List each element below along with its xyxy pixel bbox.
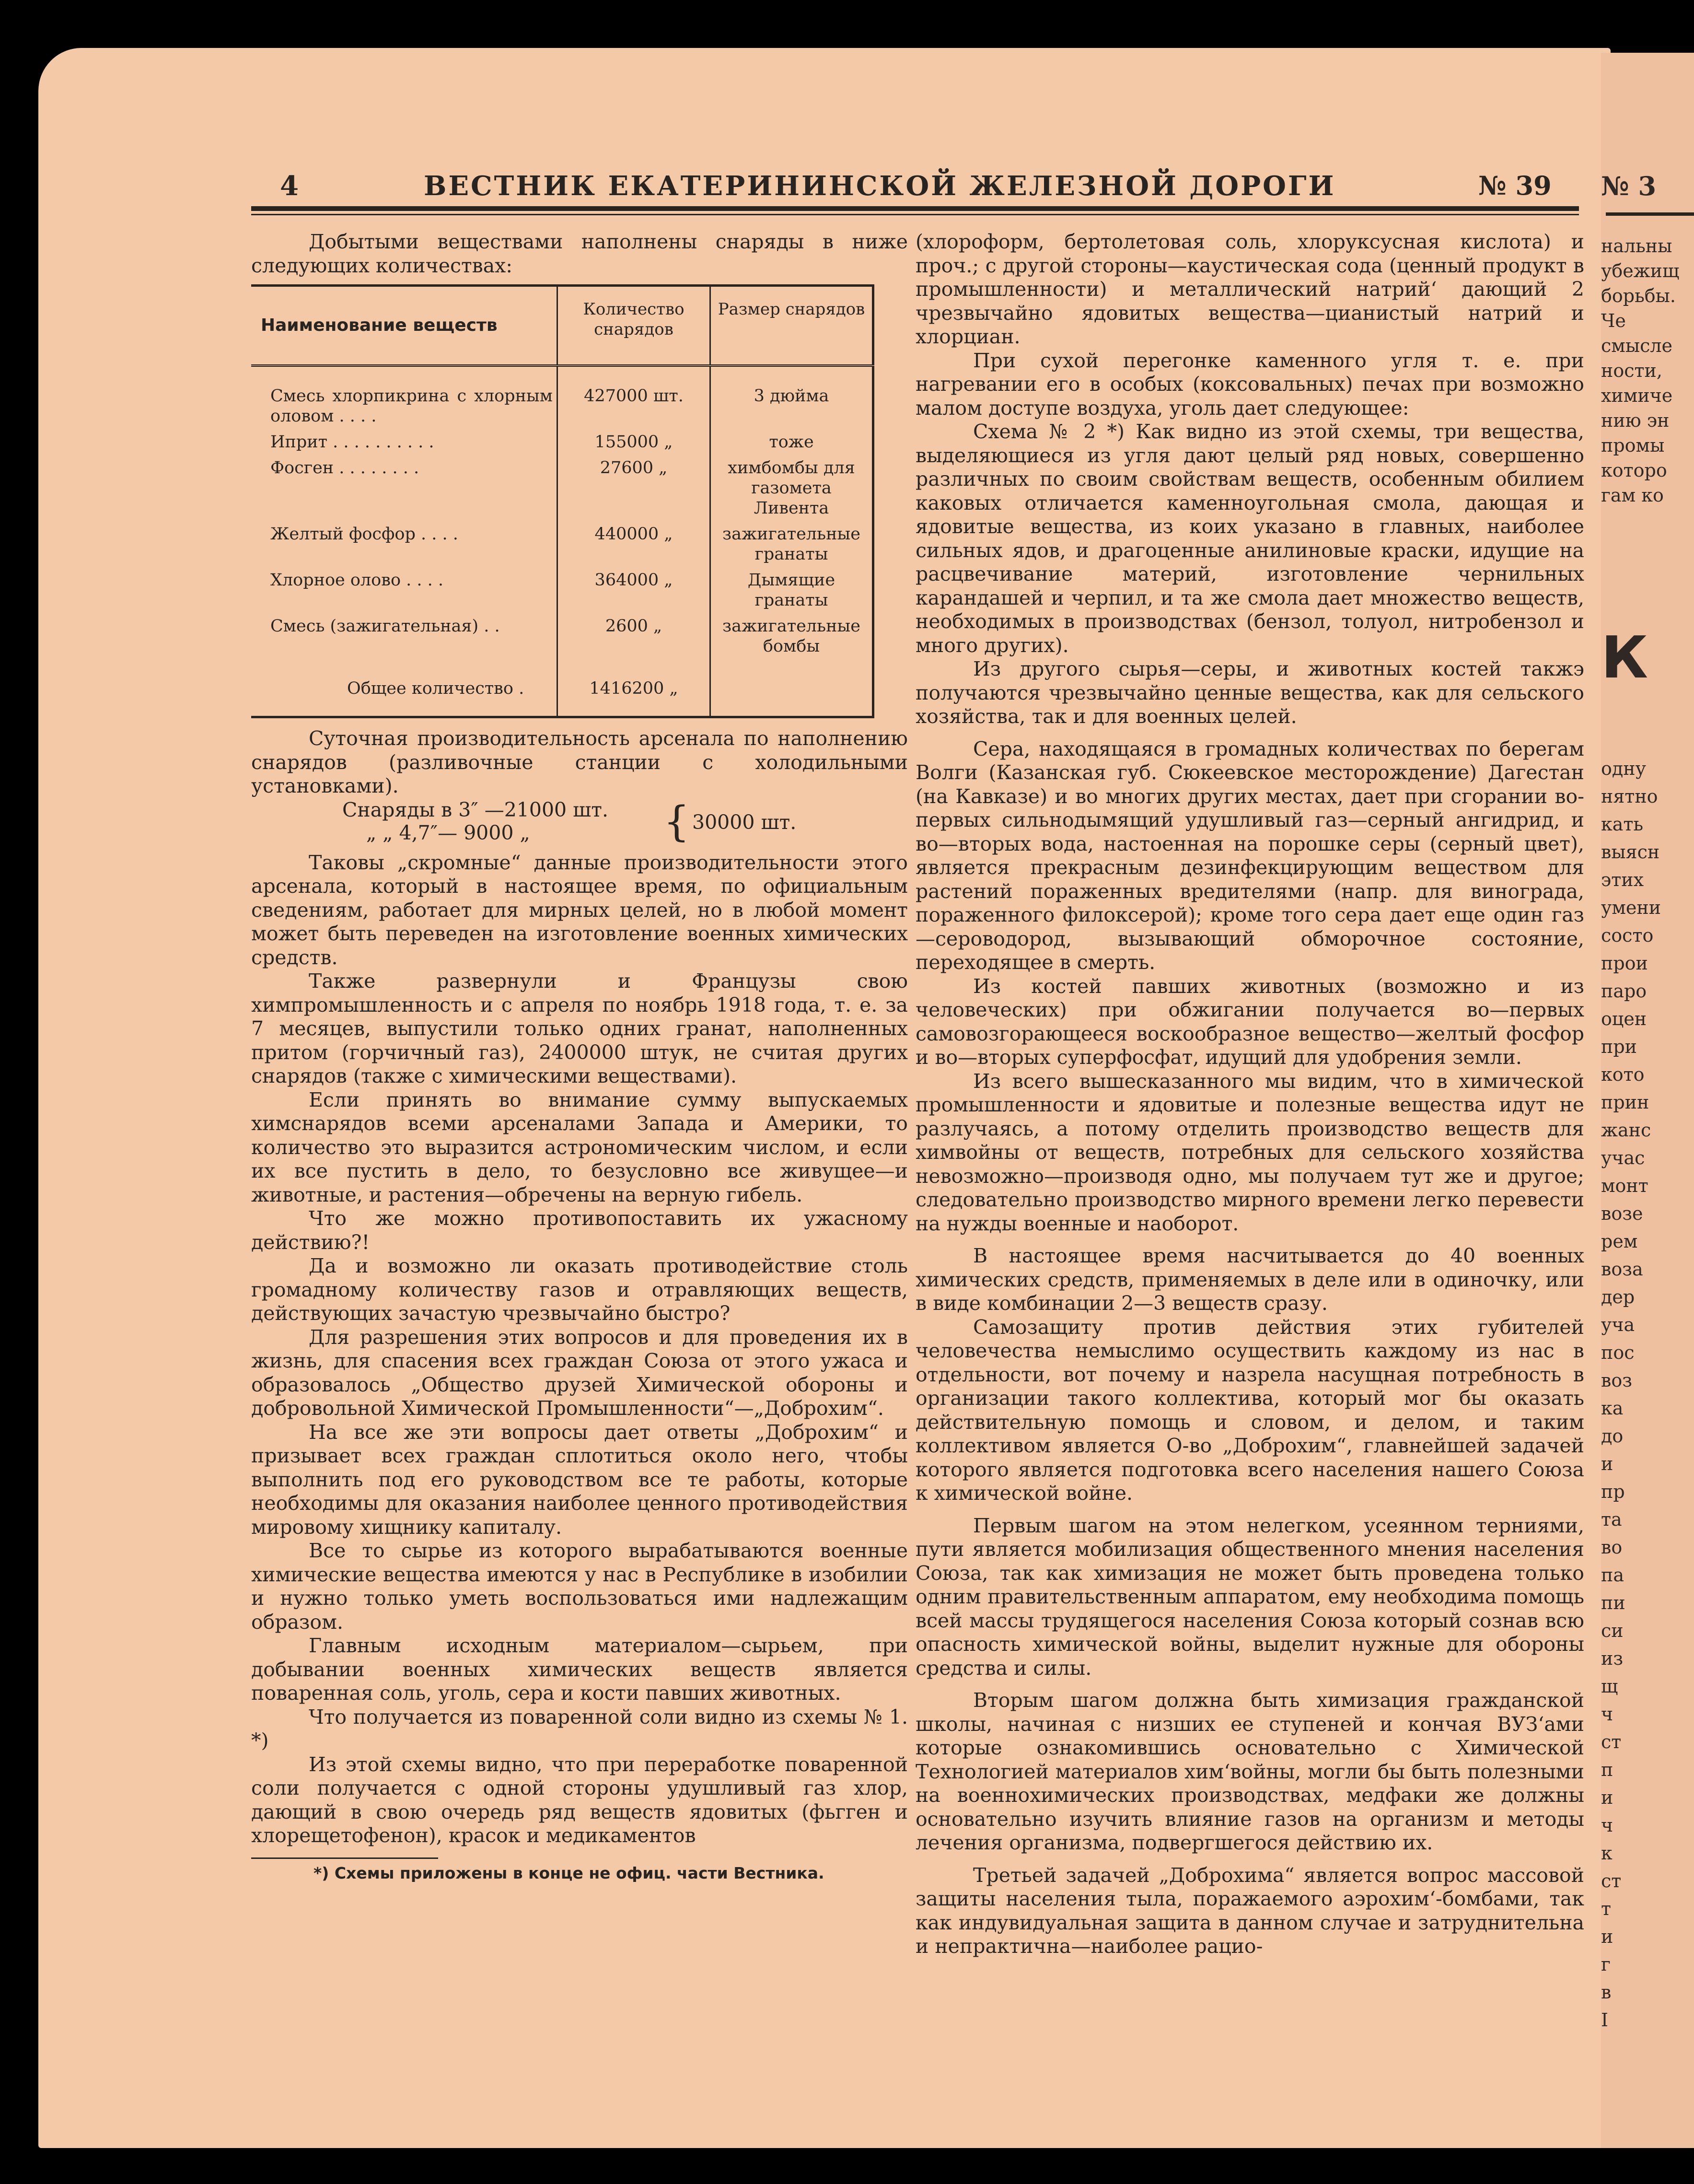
- adjacent-text-fragment: оцен: [1601, 1008, 1647, 1029]
- adjacent-text-fragment: си: [1601, 1620, 1624, 1641]
- adjacent-text-fragment: ч: [1601, 1815, 1613, 1836]
- adjacent-text-fragment: дер: [1601, 1286, 1635, 1308]
- page-number: 4: [280, 170, 299, 202]
- header-rule: [251, 206, 1579, 211]
- paragraph: Что получается из поваренной соли видно из схемы № 1. *): [251, 1705, 908, 1752]
- total-unit: „: [669, 679, 678, 698]
- adjacent-text-fragment: прин: [1601, 1092, 1649, 1113]
- total-label: Общее количество .: [347, 679, 524, 698]
- adjacent-text-fragment: в: [1601, 1982, 1612, 2003]
- adjacent-text-fragment: до: [1601, 1425, 1624, 1447]
- adjacent-text-fragment: пр: [1601, 1481, 1625, 1502]
- adjacent-text-fragment: ности,: [1601, 360, 1662, 381]
- paragraph: Самозащиту против действия этих губителей человечества немыслимо осуществить каждому из нас в отдельности, вот почему и назрела насущная потребность в организации такого коллектива, который мог бы оказать действительную помощь и словом, и делом, и таким коллективом является О-во „Доброхим“, главнейшей задачей которого является подготовка всего населения нашего Союза к химической войне.: [916, 1315, 1584, 1505]
- adjacent-text-fragment: нальны: [1601, 235, 1672, 257]
- adjacent-text-fragment: воза: [1601, 1259, 1643, 1280]
- adjacent-text-fragment: рем: [1601, 1231, 1638, 1252]
- adjacent-text-fragment: щ: [1601, 1676, 1618, 1697]
- header-rule-thin: [251, 214, 1579, 215]
- row-count-cell: [557, 567, 710, 613]
- row-substance: Желтый фосфор . . . .: [270, 525, 458, 544]
- formula-total: 30000 шт.: [692, 810, 797, 834]
- adjacent-text-fragment: химиче: [1601, 385, 1673, 406]
- row-unit: „: [653, 617, 662, 636]
- adjacent-text-fragment: борьбы.: [1601, 285, 1676, 306]
- table-header-name: Наименование веществ: [251, 286, 557, 366]
- adjacent-text-fragment: пос: [1601, 1342, 1635, 1363]
- row-size: зажигательные гранаты: [710, 521, 873, 567]
- adjacent-text-fragment: гам ко: [1601, 485, 1664, 506]
- row-substance: Смесь (зажигательная) . .: [270, 617, 500, 636]
- row-count: 27600: [600, 458, 654, 478]
- adjacent-page-header: № 3: [1601, 171, 1657, 201]
- masthead-title: ВЕСТНИК ЕКАТЕРИНИНСКОЙ ЖЕЛЕЗНОЙ ДОРОГИ: [424, 170, 1336, 202]
- adjacent-big-letter: К: [1601, 625, 1648, 691]
- adjacent-text-fragment: умени: [1601, 897, 1661, 918]
- row-substance: Хлорное олово . . . .: [270, 571, 444, 590]
- adjacent-text-fragment: г: [1601, 1954, 1611, 1975]
- table-header-size: Размер снарядов: [710, 286, 873, 366]
- formula-brace: {: [663, 797, 690, 846]
- adjacent-text-fragment: при: [1601, 1036, 1637, 1057]
- adjacent-text-fragment: возе: [1601, 1203, 1643, 1224]
- adjacent-text-fragment: ч: [1601, 1704, 1613, 1725]
- row-size: Дымящие гранаты: [710, 567, 873, 613]
- table-total-row: [251, 659, 873, 717]
- adjacent-text-fragment: промы: [1601, 435, 1665, 456]
- adjacent-text-fragment: прои: [1601, 953, 1648, 974]
- adjacent-text-fragment: уча: [1601, 1314, 1635, 1335]
- adjacent-text-fragment: к: [1601, 1843, 1613, 1864]
- adjacent-text-fragment: этих: [1601, 869, 1644, 890]
- table-body: [251, 366, 873, 660]
- adjacent-text-fragment: паро: [1601, 981, 1647, 1002]
- paragraph: Третьей задачей „Доброхима“ является вопрос массовой защиты населения тыла, поражаемого аэрохим‘-бомбами, так как индувидуальная защита в данном случае и затруднительна и непрактична—наиболее рацио-: [916, 1863, 1584, 1958]
- paragraph: Из костей павших животных (возможно и из человеческих) при обжигании получается во—первых самовозгорающееся воскообразное вещество—желтый фосфор и во—вторых суперфосфат, идущий для удобрения земли.: [916, 974, 1584, 1069]
- row-unit: „: [664, 432, 673, 452]
- row-count-cell: [557, 366, 710, 430]
- adjacent-text-fragment: воз: [1601, 1370, 1632, 1391]
- row-count-cell: [557, 521, 710, 567]
- adjacent-text-fragment: та: [1601, 1509, 1622, 1530]
- shells-table: [251, 284, 874, 718]
- paragraph: Если принять во внимание сумму выпускаемых химснарядов всеми арсеналами Запада и Америки, то количество это выразится астрономическим числом, и если их все пустить в дело, то безусловно все живущее—и животные, и растения—обречены на верную гибель.: [251, 1088, 908, 1206]
- table-row: [251, 366, 873, 430]
- intro-paragraph: Добытыми веществами наполнены снаряды в ниже следующих количествах:: [251, 230, 908, 277]
- adjacent-text-fragment: смысле: [1601, 335, 1672, 356]
- adjacent-text-fragment: из: [1601, 1648, 1624, 1669]
- table-row: [251, 567, 873, 613]
- row-count: 155000: [594, 432, 659, 452]
- paragraph: Первым шагом на этом нелегком, усеянном терниями, пути является мобилизация общественного мнения населения Союза, так как химизация не может быть проведена только одним правительственным аппаратом, ему необходима помощь всей массы трудящегося населения Союза который сознав всю опасность химической войны, выделит нужные для обороны средства и силы.: [916, 1514, 1584, 1680]
- row-substance: Фосген . . . . . . . .: [270, 458, 419, 478]
- adjacent-text-fragment: жанс: [1601, 1120, 1651, 1141]
- paragraph: Для разрешения этих вопросов и для проведения их в жизнь, для спасения всех граждан Союза от этого ужаса и образовалось „Общество друзей Химической обороны и добровольной Химической Промышленности“—„Доброхим“.: [251, 1325, 908, 1420]
- paragraph: Из всего вышесказанного мы видим, что в химической промышленности и ядовитые и полезные вещества идут не разлучаясь, а потому отделить производство веществ для химвойны от веществ, потребных для сельского хозяйства невозможно—производя одно, мы получаем тут же и другое; следовательно производство мирного времени легко перевести на нужды военные и наоборот.: [916, 1069, 1584, 1235]
- adjacent-text-fragment: монт: [1601, 1175, 1648, 1196]
- adjacent-text-fragment: одну: [1601, 758, 1646, 779]
- shell-formula: [251, 798, 908, 851]
- paragraph: Из этой схемы видно, что при переработке поваренной соли получается с одной стороны удушливый газ хлор, дающий в свою очередь ряд веществ ядовитых (фьгген и хлорещетофенон), красок и медикаментов: [251, 1752, 908, 1847]
- paragraph: Вторым шагом должна быть химизация гражданской школы, начиная с низших ее ступеней и кончая ВУЗ‘ами которые ознакомившись основательно с Химической Технологией материалов хим‘войны, могли бы быть полезными на военнохимических производствах, медфаки же должны основательно изучить влияние газов на организм и методы лечения организма, подвергшегося действию их.: [916, 1689, 1584, 1854]
- adjacent-text-fragment: Че: [1601, 310, 1626, 331]
- paragraph: Таковы „скромные“ данные производительности этого арсенала, который в настоящее время, по официальным сведениям, работает для мирных целей, но в любой момент может быть переведен на изготовление военных химических средств.: [251, 851, 908, 969]
- adjacent-text-fragment: кото: [1601, 1064, 1645, 1085]
- adjacent-page-edge: [1601, 53, 1694, 2148]
- adjacent-text-fragment: состо: [1601, 925, 1654, 946]
- adjacent-text-fragment: и: [1601, 1453, 1613, 1474]
- row-size: химбомбы для газомета Ливента: [710, 455, 873, 521]
- formula-line-1: Снаряды в 3″ —21000 шт.: [342, 798, 609, 821]
- paragraph: Да и возможно ли оказать противодействие столь громадному количеству газов и отравляющих веществ, действующих зачастую чрезвычайно быстро?: [251, 1254, 908, 1325]
- paragraph: Все то сырье из которого вырабатываются военные химические вещества имеются у нас в Республике в изобилии и нужно только уметь воспользоваться ими надлежащим образом.: [251, 1539, 908, 1634]
- footnote: *) Схемы приложены в конце не офиц. части Вестника.: [313, 1863, 824, 1882]
- row-substance: Иприт . . . . . . . . . .: [270, 432, 434, 452]
- row-substance: Смесь хлорпикрина с хлорным оловом . . . .: [270, 386, 553, 426]
- issue-number: № 39: [1478, 170, 1552, 201]
- paragraph: В настоящее время насчитывается до 40 военных химических средств, применяемых в деле или в одиночку, или в виде комбинации 2—3 веществ сразу.: [916, 1244, 1584, 1315]
- adjacent-text-fragment: т: [1601, 1898, 1612, 1919]
- row-count: 364000: [594, 571, 659, 590]
- row-count-cell: [557, 429, 710, 455]
- row-count-cell: [557, 455, 710, 521]
- paragraph: Суточная производительность арсенала по наполнению снарядов (разливочные станции с холодильными установками).: [251, 727, 908, 797]
- table-row: [251, 455, 873, 521]
- adjacent-text-fragment: во: [1601, 1537, 1623, 1558]
- table-row: [251, 613, 873, 659]
- paragraph: Главным исходным материалом—сырьем, при добывании военных химических веществ является поваренная соль, уголь, сера и кости павших животных.: [251, 1634, 908, 1705]
- adjacent-text-fragment: кать: [1601, 814, 1644, 835]
- row-unit: „: [664, 525, 673, 544]
- row-size: зажигательные бомбы: [710, 613, 873, 659]
- adjacent-text-fragment: выясн: [1601, 841, 1660, 863]
- paragraph: Сера, находящаяся в громадных количествах по берегам Волги (Казанская губ. Сюкеевское месторождение) Дагестан (на Кавказе) и во многих других местах, дает при сгорании во-первых сильнодымящий удушливый газ—серный ангидрид, и во—вторых вода, настоенная на порошке серы (серный цвет), является прекрасным дезинфекцирующим веществом для растений пораженных вредителями (напр. для винограда, пораженного филоксерой); кроме того сера дает еще один газ—сероводород, вызывающий обморочное состояние, переходящее в смерть.: [916, 737, 1584, 974]
- total-count-cell: [557, 659, 710, 717]
- row-unit: „: [664, 571, 673, 590]
- adjacent-text-fragment: нятно: [1601, 786, 1658, 807]
- paragraph: Также развернули и Французы свою химпромышленность и с апреля по ноябрь 1918 года, т. е. за 7 месяцев, выпустили только одних гранат, наполненных притом (горчичный газ), 2400000 штук, не считая других снарядов (также с химическими веществами).: [251, 969, 908, 1087]
- table-row: [251, 521, 873, 567]
- total-count: 1416200: [589, 679, 664, 698]
- adjacent-text-fragment: ст: [1601, 1870, 1622, 1892]
- adjacent-text-fragment: п: [1601, 1759, 1613, 1780]
- right-column: [916, 230, 1584, 1959]
- adjacent-text-fragment: учас: [1601, 1147, 1645, 1168]
- table-header-count: Количество снарядов: [557, 286, 710, 366]
- formula-line-2: „ „ 4,7″— 9000 „: [366, 821, 530, 844]
- paragraph: (хлороформ, бертолетовая соль, хлоруксусная кислота) и проч.; с другой стороны—каустическая сода (ценный продукт в промышленности) и металлический натрий‘ дающий 2 чрезвычайно ядовитых вещества—цианистый натрий и хлорциан.: [916, 230, 1584, 348]
- total-size-cell: [710, 659, 873, 717]
- paragraph: На все же эти вопросы дает ответы „Доброхим“ и призывает всех граждан сплотиться около него, чтобы выполнить под его руководством все те работы, которые необходимы для оказания наиболее ценного противодействия мировому хищнику капиталу.: [251, 1420, 908, 1539]
- table-row: [251, 429, 873, 455]
- row-count-cell: [557, 613, 710, 659]
- adjacent-header-rule: [1606, 212, 1694, 216]
- footnote-rule: [251, 1857, 438, 1859]
- paragraph: При сухой перегонке каменного угля т. е. при нагревании его в особых (коксовальных) печах при возможно малом доступе воздуха, уголь дает следующее:: [916, 349, 1584, 420]
- adjacent-text-fragment: которо: [1601, 460, 1667, 481]
- left-column: [251, 230, 908, 1883]
- adjacent-text-fragment: и: [1601, 1926, 1613, 1947]
- adjacent-text-fragment: ка: [1601, 1398, 1624, 1419]
- row-count: 440000: [594, 525, 659, 544]
- row-size: тоже: [710, 429, 873, 455]
- paragraph: Из другого сырья—серы, и животных костей такжэ получаются чрезвычайно ценные вещества, как для сельского хозяйства, так и для военных целей.: [916, 657, 1584, 728]
- adjacent-text-fragment: ст: [1601, 1731, 1622, 1752]
- adjacent-text-fragment: нию эн: [1601, 410, 1670, 431]
- paragraph: Что же можно противопоставить их ужасному действию?!: [251, 1207, 908, 1254]
- adjacent-text-fragment: па: [1601, 1565, 1624, 1586]
- adjacent-text-fragment: убежищ: [1601, 260, 1680, 281]
- row-count: 2600: [605, 617, 648, 636]
- row-unit: „: [659, 458, 668, 478]
- adjacent-text-fragment: и: [1601, 1787, 1613, 1808]
- row-count: 427000: [584, 386, 648, 406]
- adjacent-text-fragment: І: [1601, 2009, 1609, 2031]
- row-unit: шт.: [653, 386, 684, 406]
- paragraph: Схема № 2 *) Как видно из этой схемы, три вещества, выделяющиеся из угля дают целый ряд новых, совершенно различных по своим свойствам веществ, особенным обилием каковых отличается каменноугольная смола, дающая и ядовитые вещества, из коих указано в главных, наиболее сильных ядов, и драгоценные анилиновые краски, идущие на расцвечивание материй, изготовление чернильных карандашей и черпил, и та же смола дает множество веществ, необходимых в производствах (бензол, толуол, нитробензол и много других).: [916, 420, 1584, 657]
- table-bottom-rule: [251, 717, 873, 719]
- adjacent-text-fragment: пи: [1601, 1592, 1625, 1613]
- row-size: 3 дюйма: [710, 366, 873, 430]
